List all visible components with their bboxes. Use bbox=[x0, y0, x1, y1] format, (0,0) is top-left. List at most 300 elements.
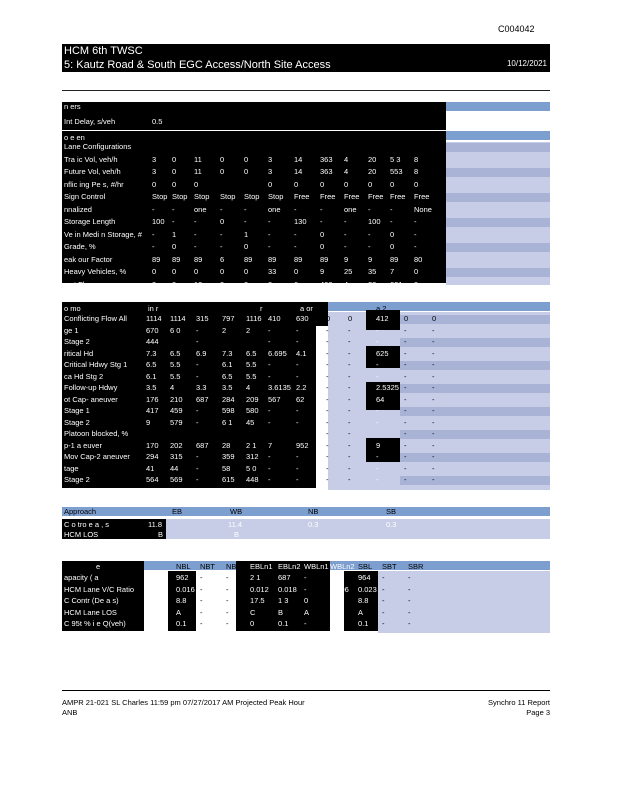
movement-cell: - bbox=[268, 229, 271, 239]
major-minor-cell: 417 bbox=[146, 406, 159, 415]
major-minor-cell: 6.5 bbox=[170, 348, 181, 358]
movement-cell: 0 bbox=[172, 267, 177, 276]
movement-cell: 9 bbox=[320, 267, 325, 276]
lane-cell: - bbox=[226, 584, 229, 594]
movement-cell: Free bbox=[294, 192, 310, 201]
movement-row-label: nnalized bbox=[64, 204, 92, 214]
movement-cell: - bbox=[368, 204, 371, 214]
movement-cell: - bbox=[194, 242, 197, 251]
major-minor-cell: - bbox=[348, 429, 351, 438]
movement-cell: 0 bbox=[194, 267, 199, 276]
lane-cell: - bbox=[200, 573, 203, 582]
major-minor-cell: - bbox=[326, 452, 329, 461]
major-minor-row-label: Stage 2 bbox=[64, 475, 90, 484]
lane-cell: 567 bbox=[330, 573, 343, 582]
lane-cell: 1 3 bbox=[278, 596, 289, 605]
major-minor-cell: - bbox=[196, 360, 199, 369]
major-minor-cell: 28 bbox=[222, 440, 231, 450]
approach-los-eb: B bbox=[158, 530, 164, 539]
movement-cell: 80 bbox=[414, 254, 423, 264]
major-minor-cell: 202 bbox=[170, 440, 183, 450]
movement-cell: 0 bbox=[220, 279, 225, 289]
major-minor-cell: 44 bbox=[170, 463, 179, 473]
movement-row-label: Tra ic Vol, veh/h bbox=[64, 154, 118, 164]
movement-cell: 11 bbox=[194, 154, 202, 164]
major-minor-cell: - bbox=[432, 429, 435, 438]
lane-cell: 11.4 bbox=[330, 596, 345, 605]
lane-cell: 2 1 bbox=[250, 573, 261, 582]
movement-cell: 11 bbox=[194, 167, 202, 176]
major-minor-cell: 62 bbox=[296, 394, 305, 404]
movement-block bbox=[62, 131, 446, 283]
movement-cell: 89 bbox=[390, 254, 399, 264]
movement-cell: 0 bbox=[294, 179, 299, 189]
major-minor-row-label: Stage 1 bbox=[64, 406, 90, 415]
movement-cell: - bbox=[344, 242, 347, 251]
major-minor-cell: 3.3 bbox=[196, 383, 207, 392]
major-minor-cell: - bbox=[348, 406, 351, 415]
movement-cell: 8 bbox=[414, 167, 419, 176]
lane-col-head: EBLn2 bbox=[278, 562, 301, 571]
major-minor-cell: - bbox=[326, 440, 329, 450]
approach-delay-sb: 0.3 bbox=[386, 520, 397, 529]
major-minor-cell: 410 bbox=[268, 314, 281, 323]
lane-cell: - bbox=[382, 596, 385, 605]
major-minor-cell: - bbox=[404, 371, 407, 381]
lane-cell: A bbox=[176, 607, 182, 617]
movement-cell: - bbox=[390, 204, 393, 214]
movement-side-band bbox=[446, 142, 550, 285]
movement-cell: 25 bbox=[344, 267, 353, 276]
lane-cell: - bbox=[200, 619, 203, 628]
major-minor-cell: 2 bbox=[246, 325, 251, 335]
movement-cell: 0 bbox=[344, 179, 349, 189]
movement-cell: Stop bbox=[194, 192, 210, 201]
lane-cell: 0.1 bbox=[278, 619, 289, 628]
major-minor-cell: 580 bbox=[246, 406, 259, 415]
movement-cell: 363 bbox=[320, 154, 333, 164]
major-minor-cell: - bbox=[268, 360, 271, 369]
major-minor-cell: - bbox=[196, 463, 199, 473]
major-minor-cell: - bbox=[296, 452, 299, 461]
major-minor-cell: 209 bbox=[246, 394, 259, 404]
movement-cell: 9 bbox=[414, 279, 419, 289]
major-minor-cell: 0 bbox=[404, 314, 409, 323]
major-minor-cell: - bbox=[268, 417, 271, 427]
movement-cell: - bbox=[152, 204, 155, 214]
major-minor-cell: - bbox=[348, 417, 351, 427]
approach-delay-label: C o tro e a , s bbox=[64, 520, 110, 529]
major-minor-cell: 45 bbox=[246, 417, 255, 427]
lane-cell: - bbox=[382, 584, 385, 594]
lane-cell: - bbox=[304, 584, 307, 594]
major-minor-cell: 3.5 bbox=[222, 383, 233, 392]
major-minor-cell: 4 bbox=[170, 383, 175, 392]
movement-row-label: Heavy Vehicles, % bbox=[64, 267, 127, 276]
major-minor-cell: - bbox=[296, 463, 299, 473]
row-band bbox=[400, 407, 550, 416]
movement-cell: 89 bbox=[244, 254, 253, 264]
divider bbox=[62, 90, 550, 91]
major-minor-cell: - bbox=[404, 475, 407, 484]
major-minor-cell: 2 1 bbox=[246, 440, 257, 450]
lane-cell: - bbox=[408, 584, 411, 594]
major-minor-cell: - bbox=[432, 452, 435, 461]
major-minor-cell: 2 bbox=[222, 325, 227, 335]
movement-cell: 0 bbox=[268, 179, 273, 189]
major-minor-cell: - bbox=[268, 337, 271, 346]
movement-cell: 7 bbox=[390, 267, 395, 276]
major-minor-cell: - bbox=[348, 463, 351, 473]
lane-col-head: NBR bbox=[226, 562, 242, 571]
major-minor-cell: 6.695 bbox=[268, 348, 287, 358]
major-minor-cell: - bbox=[268, 406, 271, 415]
major-minor-cell: - bbox=[326, 406, 329, 415]
footer-page: Page 3 bbox=[526, 708, 550, 717]
major-minor-cell: - bbox=[348, 440, 351, 450]
lane-cell: - bbox=[200, 596, 203, 605]
footer-software: Synchro 11 Report bbox=[488, 698, 550, 707]
col-head-major1: a or bbox=[300, 304, 313, 313]
movement-cell: one bbox=[344, 204, 357, 214]
movement-cell: - bbox=[194, 217, 197, 226]
movement-cell: 4 bbox=[344, 279, 349, 289]
major-minor-row-label: p-1 a euver bbox=[64, 440, 102, 450]
major-minor-row-label: Conflicting Flow All bbox=[64, 314, 127, 323]
movement-cell: 20 bbox=[368, 167, 377, 176]
major-minor-cell: 2.2 bbox=[296, 383, 307, 392]
major-minor-cell: - bbox=[196, 371, 199, 381]
lane-cell: - bbox=[382, 607, 385, 617]
major-minor-cell: - bbox=[196, 452, 199, 461]
major-minor-cell: 170 bbox=[146, 440, 159, 450]
major-minor-cell: 315 bbox=[170, 452, 183, 461]
movement-cell: - bbox=[294, 229, 297, 239]
row-band bbox=[400, 430, 550, 439]
approach-los-wb: B bbox=[234, 530, 240, 539]
major-minor-cell: 0 bbox=[432, 314, 437, 323]
major-minor-cell: 6 0 bbox=[170, 325, 181, 335]
movement-cell: 0 bbox=[172, 154, 177, 164]
row-band bbox=[446, 143, 550, 152]
report-title-bar bbox=[62, 44, 550, 72]
major-minor-cell: - bbox=[432, 475, 435, 484]
major-minor-cell: 630 bbox=[296, 314, 309, 323]
movement-cell: Stop bbox=[172, 192, 188, 201]
footer-divider bbox=[62, 690, 550, 691]
major-minor-cell: - bbox=[404, 337, 407, 346]
row-band bbox=[446, 218, 550, 227]
movement-cell: 89 bbox=[320, 254, 329, 264]
lane-cell: 0.006 bbox=[330, 584, 349, 594]
major-minor-cell: 2.5325 bbox=[376, 383, 399, 392]
row-band bbox=[446, 168, 550, 177]
lane-cell: 8.8 bbox=[176, 596, 187, 605]
movement-row-label: eak our Factor bbox=[64, 254, 113, 264]
col-head-major2: a 2 bbox=[376, 304, 387, 313]
movement-cell: - bbox=[172, 217, 175, 226]
lane-cell: - bbox=[408, 619, 411, 628]
major-minor-row-label: ot Cap- aneuver bbox=[64, 394, 118, 404]
movement-cell: 0 bbox=[220, 217, 225, 226]
intersection-name: 5: Kautz Road & South EGC Access/North Site Access bbox=[64, 59, 331, 71]
major-minor-cell: 3.5 bbox=[146, 383, 157, 392]
movement-cell: - bbox=[368, 229, 371, 239]
movement-cell: Free bbox=[320, 192, 336, 201]
major-minor-cell: - bbox=[326, 360, 329, 369]
major-minor-cell: 6 1 bbox=[222, 417, 233, 427]
lane-col-head: SBL bbox=[358, 562, 373, 571]
major-minor-cell: 1116 bbox=[246, 314, 262, 323]
movement-cell: 0 bbox=[244, 267, 249, 276]
major-minor-cell: 598 bbox=[222, 406, 235, 415]
major-minor-cell: - bbox=[432, 325, 435, 335]
major-minor-cell: 615 bbox=[222, 475, 235, 484]
lane-cell: - bbox=[226, 619, 229, 628]
movement-cell: 0 bbox=[172, 167, 177, 176]
major-minor-cell: 58 bbox=[222, 463, 231, 473]
lane-cell: 0.012 bbox=[250, 584, 269, 594]
major-minor-cell: 5.5 bbox=[170, 371, 181, 381]
major-minor-row-label: ritical Hd bbox=[64, 348, 94, 358]
major-minor-cell: - bbox=[348, 325, 351, 335]
major-minor-cell: - bbox=[326, 429, 329, 438]
major-minor-cell: - bbox=[296, 360, 299, 369]
movement-cell: 0 bbox=[320, 179, 325, 189]
major-minor-cell: - bbox=[376, 406, 379, 415]
lane-cell: B bbox=[278, 607, 284, 617]
movement-cell: 0 bbox=[244, 242, 249, 251]
lane-row-label: HCM Lane V/C Ratio bbox=[64, 584, 135, 594]
movement-cell: - bbox=[390, 217, 393, 226]
major-minor-cell: 294 bbox=[146, 452, 159, 461]
major-minor-cell: - bbox=[268, 452, 271, 461]
lane-col-head: EBLn1 bbox=[250, 562, 273, 571]
lane-cell: - bbox=[226, 573, 229, 582]
major-minor-cell: 7 bbox=[268, 440, 273, 450]
movement-cell: 8 bbox=[414, 154, 419, 164]
major-minor-cell: 1114 bbox=[170, 314, 186, 323]
major-minor-cell: - bbox=[196, 406, 199, 415]
movement-cell: Free bbox=[368, 192, 384, 201]
approach-side-band bbox=[166, 519, 550, 539]
major-minor-cell: - bbox=[348, 394, 351, 404]
major-minor-cell: - bbox=[196, 337, 199, 346]
major-minor-cell: 670 bbox=[146, 325, 159, 335]
movement-cell: - bbox=[220, 242, 223, 251]
lane-heading: e bbox=[96, 562, 101, 571]
major-minor-cell: - bbox=[404, 463, 407, 473]
major-minor-cell: - bbox=[404, 440, 407, 450]
lane-cell: A bbox=[304, 607, 310, 617]
major-minor-cell: 359 bbox=[222, 452, 235, 461]
report-title: HCM 6th TWSC bbox=[64, 45, 143, 57]
lane-row-label: C Contr (De a s) bbox=[64, 596, 119, 605]
lane-col-head: NBT bbox=[200, 562, 215, 571]
movement-cell: - bbox=[220, 229, 223, 239]
major-minor-cell: - bbox=[404, 348, 407, 358]
movement-cell: Stop bbox=[268, 192, 284, 201]
movement-cell: 1 bbox=[244, 229, 249, 239]
movement-cell: 0 bbox=[220, 154, 225, 164]
movement-cell: 621 bbox=[390, 279, 403, 289]
major-minor-cell: - bbox=[404, 452, 407, 461]
row-band bbox=[446, 243, 550, 252]
major-minor-cell: - bbox=[432, 417, 435, 427]
major-highlight bbox=[366, 438, 400, 462]
major-minor-cell: - bbox=[296, 417, 299, 427]
lane-cell: 0.018 bbox=[278, 584, 297, 594]
major-minor-cell: - bbox=[432, 406, 435, 415]
major-minor-cell: 687 bbox=[196, 394, 209, 404]
lane-cell: 0 bbox=[330, 619, 335, 628]
major-minor-cell: - bbox=[296, 325, 299, 335]
movement-cell: - bbox=[194, 229, 197, 239]
lane-cell: 964 bbox=[358, 573, 371, 582]
major-minor-cell: - bbox=[348, 360, 351, 369]
movement-cell: 1 bbox=[172, 229, 177, 239]
lane-cell: 687 bbox=[278, 573, 291, 582]
movement-cell: - bbox=[320, 204, 323, 214]
movement-cell: Stop bbox=[244, 192, 260, 201]
movement-cell: 35 bbox=[368, 267, 377, 276]
major-minor-cell: 567 bbox=[268, 394, 281, 404]
major-minor-cell: 797 bbox=[222, 314, 235, 323]
lane-cell: 0.016 bbox=[176, 584, 195, 594]
int-delay-label: Int Delay, s/veh bbox=[64, 117, 116, 126]
major-minor-cell: 412 bbox=[376, 314, 389, 323]
lane-cell: A bbox=[358, 607, 364, 617]
movement-cell: 0 bbox=[220, 167, 225, 176]
lane-cell: 962 bbox=[176, 573, 189, 582]
movement-cell: 89 bbox=[172, 254, 181, 264]
major-minor-cell: - bbox=[268, 475, 271, 484]
movement-cell: one bbox=[268, 204, 281, 214]
major-minor-cell: - bbox=[404, 325, 407, 335]
major-minor-row-label: Platoon blocked, % bbox=[64, 429, 129, 438]
movement-cell: 363 bbox=[320, 167, 333, 176]
lane-cell: 0 bbox=[304, 596, 309, 605]
movement-row-label: Lane Configurations bbox=[64, 142, 132, 151]
movement-cell: 130 bbox=[294, 217, 307, 226]
major-minor-row-label: ge 1 bbox=[64, 325, 79, 335]
major-minor-cell: - bbox=[196, 475, 199, 484]
lane-cell: 0 bbox=[250, 619, 255, 628]
movement-cell: - bbox=[152, 229, 155, 239]
lane-col-head: SBR bbox=[408, 562, 424, 571]
major-minor-cell: - bbox=[404, 394, 407, 404]
major-minor-cell: 448 bbox=[246, 475, 259, 484]
document-id: C004042 bbox=[498, 24, 535, 34]
movement-cell: 12 bbox=[194, 279, 203, 289]
major-minor-cell: 5.5 bbox=[170, 360, 181, 369]
movement-cell: 0 bbox=[152, 267, 157, 276]
int-delay-value: 0.5 bbox=[152, 117, 163, 126]
lane-side-band bbox=[378, 571, 550, 633]
row-band bbox=[400, 338, 550, 347]
movement-cell: Free bbox=[344, 192, 360, 201]
movement-cell: 0 bbox=[244, 154, 249, 164]
movement-cell: 89 bbox=[294, 254, 303, 264]
major-minor-cell: - bbox=[432, 337, 435, 346]
lane-cell: - bbox=[304, 573, 307, 582]
major-minor-cell: - bbox=[296, 475, 299, 484]
movement-cell: Stop bbox=[152, 192, 168, 201]
movement-cell: 3 bbox=[152, 167, 157, 176]
major-minor-cell: 0 bbox=[326, 314, 331, 323]
major-minor-cell: - bbox=[432, 360, 435, 369]
major-minor-cell: - bbox=[348, 337, 351, 346]
movement-cell: 0 bbox=[390, 179, 395, 189]
approach-col-nb: NB bbox=[308, 507, 319, 516]
major-minor-cell: - bbox=[404, 417, 407, 427]
major-minor-cell: 952 bbox=[296, 440, 309, 450]
major-minor-cell: - bbox=[376, 417, 379, 427]
major-minor-cell: 312 bbox=[246, 452, 259, 461]
major-minor-cell: - bbox=[376, 452, 379, 461]
lane-row-label: C 95t % i e Q(veh) bbox=[64, 619, 126, 628]
major-minor-cell: 7.3 bbox=[222, 348, 233, 358]
major-minor-cell: - bbox=[326, 371, 329, 381]
movement-cell: 100 bbox=[152, 217, 165, 226]
lane-row-label: HCM Lane LOS bbox=[64, 607, 117, 617]
intersection-block bbox=[62, 102, 446, 130]
movement-cell: 14 bbox=[294, 167, 303, 176]
major-minor-cell: 7.3 bbox=[146, 348, 157, 358]
lane-cell: B bbox=[330, 607, 336, 617]
movement-cell: 553 bbox=[390, 167, 403, 176]
movement-cell: 4 bbox=[344, 154, 349, 164]
major-minor-cell: 6.1 bbox=[222, 360, 233, 369]
movement-cell: 0 bbox=[244, 167, 249, 176]
major-minor-cell: 9 bbox=[146, 417, 151, 427]
movement-cell: 0 bbox=[172, 242, 177, 251]
lane-col-head: WBLn1 bbox=[304, 562, 329, 571]
movement-cell: None bbox=[414, 204, 432, 214]
major-minor-cell: - bbox=[404, 360, 407, 369]
lane-cell: - bbox=[304, 619, 307, 628]
lane-col-head: SBT bbox=[382, 562, 397, 571]
major-minor-cell: - bbox=[432, 463, 435, 473]
major-minor-cell: - bbox=[296, 406, 299, 415]
movement-row-label: Sign Control bbox=[64, 192, 106, 201]
movement-cell: 9 bbox=[368, 254, 373, 264]
major-minor-cell: 6.1 bbox=[146, 371, 157, 381]
approach-delay-wb: 11.4 bbox=[228, 520, 243, 529]
major-minor-cell: 459 bbox=[170, 406, 183, 415]
row-band bbox=[400, 315, 550, 324]
movement-cell: 0 bbox=[294, 267, 299, 276]
major-minor-cell: - bbox=[326, 394, 329, 404]
major-minor-cell: - bbox=[404, 406, 407, 415]
movement-cell: - bbox=[268, 242, 271, 251]
major-minor-cell: - bbox=[348, 475, 351, 484]
major-minor-row-label: Stage 2 bbox=[64, 337, 90, 346]
movement-cell: 5 3 bbox=[390, 154, 401, 164]
major-minor-row-label: Mov Cap-2 aneuver bbox=[64, 452, 130, 461]
movement-cell: - bbox=[320, 217, 323, 226]
major-minor-cell: - bbox=[268, 463, 271, 473]
major-minor-cell: - bbox=[326, 325, 329, 335]
movement-row-label: Ve in Medi n Storage, # bbox=[64, 229, 142, 239]
row-band bbox=[400, 476, 550, 485]
major-minor-cell: 625 bbox=[376, 348, 389, 358]
movement-heading: o e en bbox=[64, 133, 85, 142]
movement-row-label: nflic ing Pe s, #/hr bbox=[64, 179, 124, 189]
movement-cell: - bbox=[268, 217, 271, 226]
movement-cell: - bbox=[344, 217, 347, 226]
section-band bbox=[62, 507, 550, 516]
